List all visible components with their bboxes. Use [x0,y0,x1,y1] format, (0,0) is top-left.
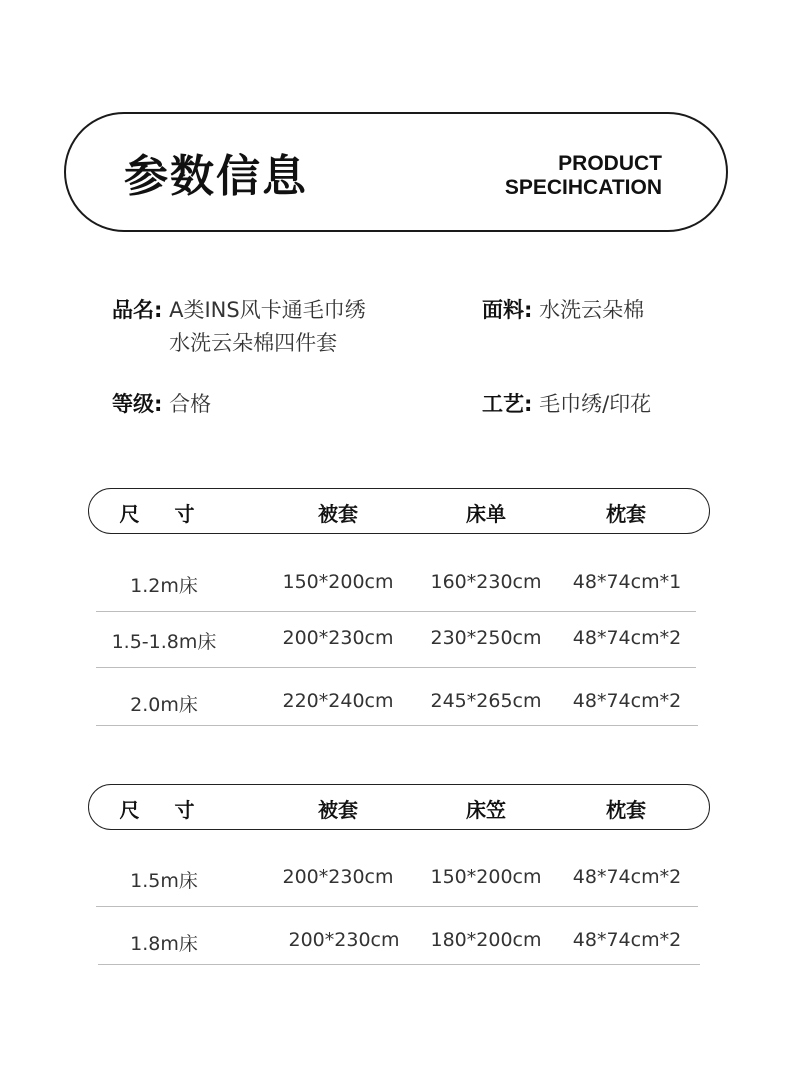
table1-r1-sheet: 160*230cm [430,571,542,593]
info-grade [112,388,211,421]
table1-r2-size: 1.5-1.8m床 [111,631,217,653]
table2-r2-size: 1.8m床 [130,933,198,955]
table1-r1-pillow: 48*74cm*1 [572,571,682,593]
info-fabric [482,294,644,327]
table1-r3-duvet: 220*240cm [282,690,394,712]
table2-r1-size: 1.5m床 [130,870,198,892]
table1-r3-sheet: 245*265cm [430,690,542,712]
table2-divider [98,964,700,965]
info-fabric-value: 水洗云朵棉 [539,298,645,322]
info-craft [482,388,651,421]
table1-r1-size: 1.2m床 [130,575,198,597]
info-name-value [169,294,366,360]
info-grade-value: 合格 [169,392,212,416]
info-name-line1: A类INS风卡通毛巾绣 [169,298,366,322]
info-product-name [112,294,366,360]
info-craft-label: 工艺: [482,392,533,416]
table1-header-pillow: 枕套 [606,502,646,526]
info-craft-value: 毛巾绣/印花 [539,392,652,416]
header-english-line1: PRODUCT [558,152,662,175]
table2-header-size: 尺 寸 [119,798,209,822]
table2-r2-pillow: 48*74cm*2 [572,929,682,951]
table1-header-sheet: 床单 [466,502,506,526]
table1-divider [96,725,698,726]
header-english-title [505,152,662,200]
table2-r1-fitted-sheet: 150*200cm [430,866,542,888]
table2-divider [96,906,698,907]
table2-r1-duvet: 200*230cm [282,866,394,888]
table1-r3-pillow: 48*74cm*2 [572,690,682,712]
table1-r2-pillow: 48*74cm*2 [572,627,682,649]
page-title: 参数信息 [124,151,308,202]
table1-header-size: 尺 寸 [119,502,209,526]
table1-header-duvet: 被套 [318,502,358,526]
table2-header-duvet: 被套 [318,798,358,822]
info-fabric-label: 面料: [482,298,533,322]
table1-divider [96,667,696,668]
table1-r1-duvet: 150*200cm [282,571,394,593]
info-name-line2: 水洗云朵棉四件套 [169,331,338,355]
table1-r3-size: 2.0m床 [130,694,198,716]
table2-r2-fitted-sheet: 180*200cm [430,929,542,951]
header-english-line2: SPECIHCATION [504,176,662,199]
info-name-label: 品名: [112,298,163,322]
table1-divider [96,611,696,612]
table1-r2-sheet: 230*250cm [430,627,542,649]
table2-r2-duvet: 200*230cm [288,929,400,951]
info-grade-label: 等级: [112,392,163,416]
table1-r2-duvet: 200*230cm [282,627,394,649]
table2-header-fitted-sheet: 床笠 [466,798,506,822]
table2-header-pillow: 枕套 [606,798,646,822]
table2-r1-pillow: 48*74cm*2 [572,866,682,888]
